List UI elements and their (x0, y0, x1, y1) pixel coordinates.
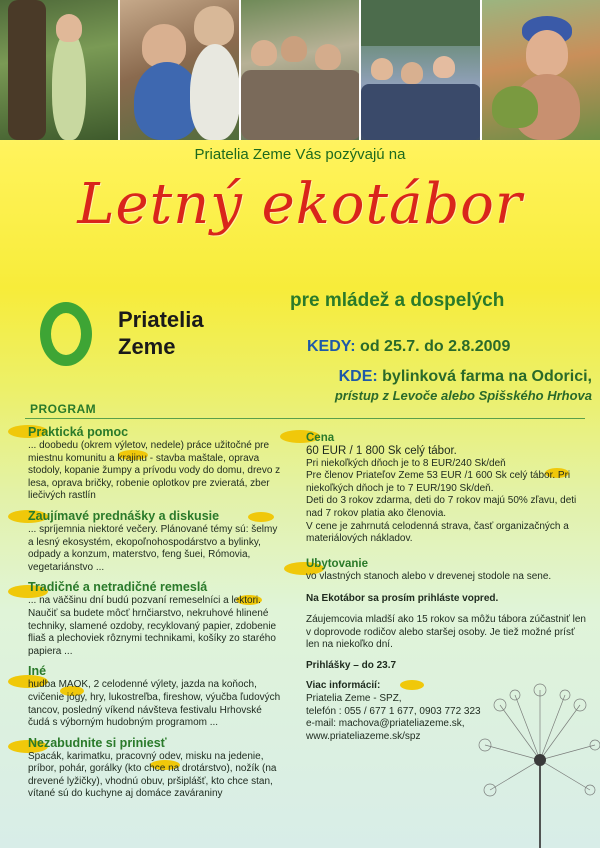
when-label: KEDY: (307, 338, 356, 355)
lodging-title: Ubytovanie (306, 557, 368, 570)
program-divider (25, 418, 585, 419)
invite-line: Priatelia Zeme Vás pozývajú na (194, 146, 406, 163)
contact-email: e-mail: machova@priateliazeme.sk, (306, 718, 465, 730)
program-column (28, 425, 283, 807)
lodging-body: vo vlastných stanoch alebo v drevenej stodole na sene. (306, 570, 552, 582)
program-section (28, 425, 283, 503)
contact-line: Priatelia Zeme - SPZ, (306, 692, 402, 704)
lodging-section (306, 558, 586, 584)
section-title: Tradičné a netradičné remeslá (28, 580, 208, 595)
when-value: od 25.7. do 2.8.2009 (360, 338, 511, 355)
photo-tent-lecture (361, 0, 481, 140)
poster-title: Letný ekotábor (77, 172, 523, 237)
date-line (307, 338, 510, 356)
section-body: ... spríjemnia niektoré večery. Plánované témy sú: šelmy a lesný ekosystém, ekopoľnohospodárstvo a bylinky, odpady a konzum, materstvo, feng šuei, Rómovia, vegetariánstvo ... (28, 523, 278, 573)
section-body: Spacák, karimatku, pracovný odev, misku na jedenie, príbor, pohár, gorálky (kto chce na drotárstvo), nožík (na drevené lyžičky), vhodnú obuv, pršiplášť, kto chce stan, vítané sú do kuchyne aj domáce zaváraniny (28, 750, 277, 800)
program-section (28, 736, 283, 801)
where-value: bylinková farma na Odorici, (382, 368, 592, 385)
program-heading: PROGRAM (30, 402, 97, 416)
section-title: Nezabudnite si priniesť (28, 735, 167, 750)
section-body: ... doobedu (okrem výletov, nedele) práce užitočné pre miestnu komunitu a krajinu - stavba maštale, oprava stodoly, kopanie žumpy a prívodu vody do domu, drevo z lesa, oprava bričky, robenie oplotkov pre zvieratá, zber liečivých rastlín (28, 440, 281, 502)
program-section (28, 664, 283, 729)
program-section (28, 509, 283, 574)
dandelion-icon (470, 650, 600, 848)
photo-tree-hug (0, 0, 120, 140)
price-section (306, 432, 586, 546)
deadline: Prihlášky – do 23.7 (306, 659, 397, 671)
photo-girl-herbs (482, 0, 600, 140)
price-line: Pri niekoľkých dňoch je to 8 EUR/240 Sk/deň (306, 457, 506, 469)
photo-outdoor-group (241, 0, 361, 140)
price-line: V cene je zahrnutá celodenná strava, časť organizačných a materiálových nákladov. (306, 520, 569, 545)
poster-subtitle: pre mládež a dospelých (290, 290, 505, 311)
program-section (28, 580, 283, 658)
section-title: Praktická pomoc (28, 425, 129, 439)
photo-strip (0, 0, 600, 140)
section-body: ... na väčšinu dní budú pozvaní remeselníci a lektori. Naučiť sa budete môcť hrnčiarstvo, nekruhové hlinené techniky, slamené ozdoby, recyklovaný papier, zdobenie fliaš a plechoviek rôznymi technikami, košíky zo starého papiera ... (28, 595, 277, 657)
contact-line: telefón : 055 / 677 1 677, 0903 772 323 (306, 705, 481, 717)
register-note: Na Ekotábor sa prosím prihláste vopred. (306, 593, 499, 605)
price-line: Deti do 3 rokov zdarma, deti do 7 rokov majú 50% zľavu, deti nad 7 rokov platia ako členovia. (306, 495, 577, 519)
youth-note: Záujemcovia mladší ako 15 rokov sa môžu tábora zúčastniť len v doprovode rodičov alebo staršej osoby. Je tiež možné prísť len na niekoľko dní. (306, 613, 586, 651)
location-block (240, 368, 592, 403)
price-title: Cena (306, 432, 335, 444)
price-line: Pre členov Priateľov Zeme 53 EUR /1 600 Sk celý tábor. Pri niekoľkých dňoch je to 7 EUR/190 Sk/deň. (306, 470, 571, 494)
brand-line1: Priatelia (118, 307, 204, 332)
price-main: 60 EUR / 1 800 Sk celý tábor. (306, 445, 457, 457)
contact-website: www.priateliazeme.sk/spz (306, 730, 421, 742)
section-title: Zaujímavé prednášky a diskusie (28, 508, 220, 523)
where-access: prístup z Levoče alebo Spišského Hrhova (334, 388, 592, 403)
where-label: KDE: (338, 368, 378, 385)
section-title: Iné (28, 664, 47, 679)
brand-line2: Zeme (118, 334, 176, 359)
brand-name (118, 306, 204, 360)
photo-herb-work (120, 0, 240, 140)
priatelia-zeme-logo-icon (40, 302, 92, 366)
section-body: hudba MAOK, 2 celodenné výlety, jazda na koňoch, cvičenie jógy, hry, lukostreľba, fireshow, výučba ľudových tancov, posledný víkend návšteva festivalu Hrhovské čudá s výborným hudobným programom ... (28, 679, 281, 729)
contact-title: Viac informácií: (306, 680, 381, 692)
